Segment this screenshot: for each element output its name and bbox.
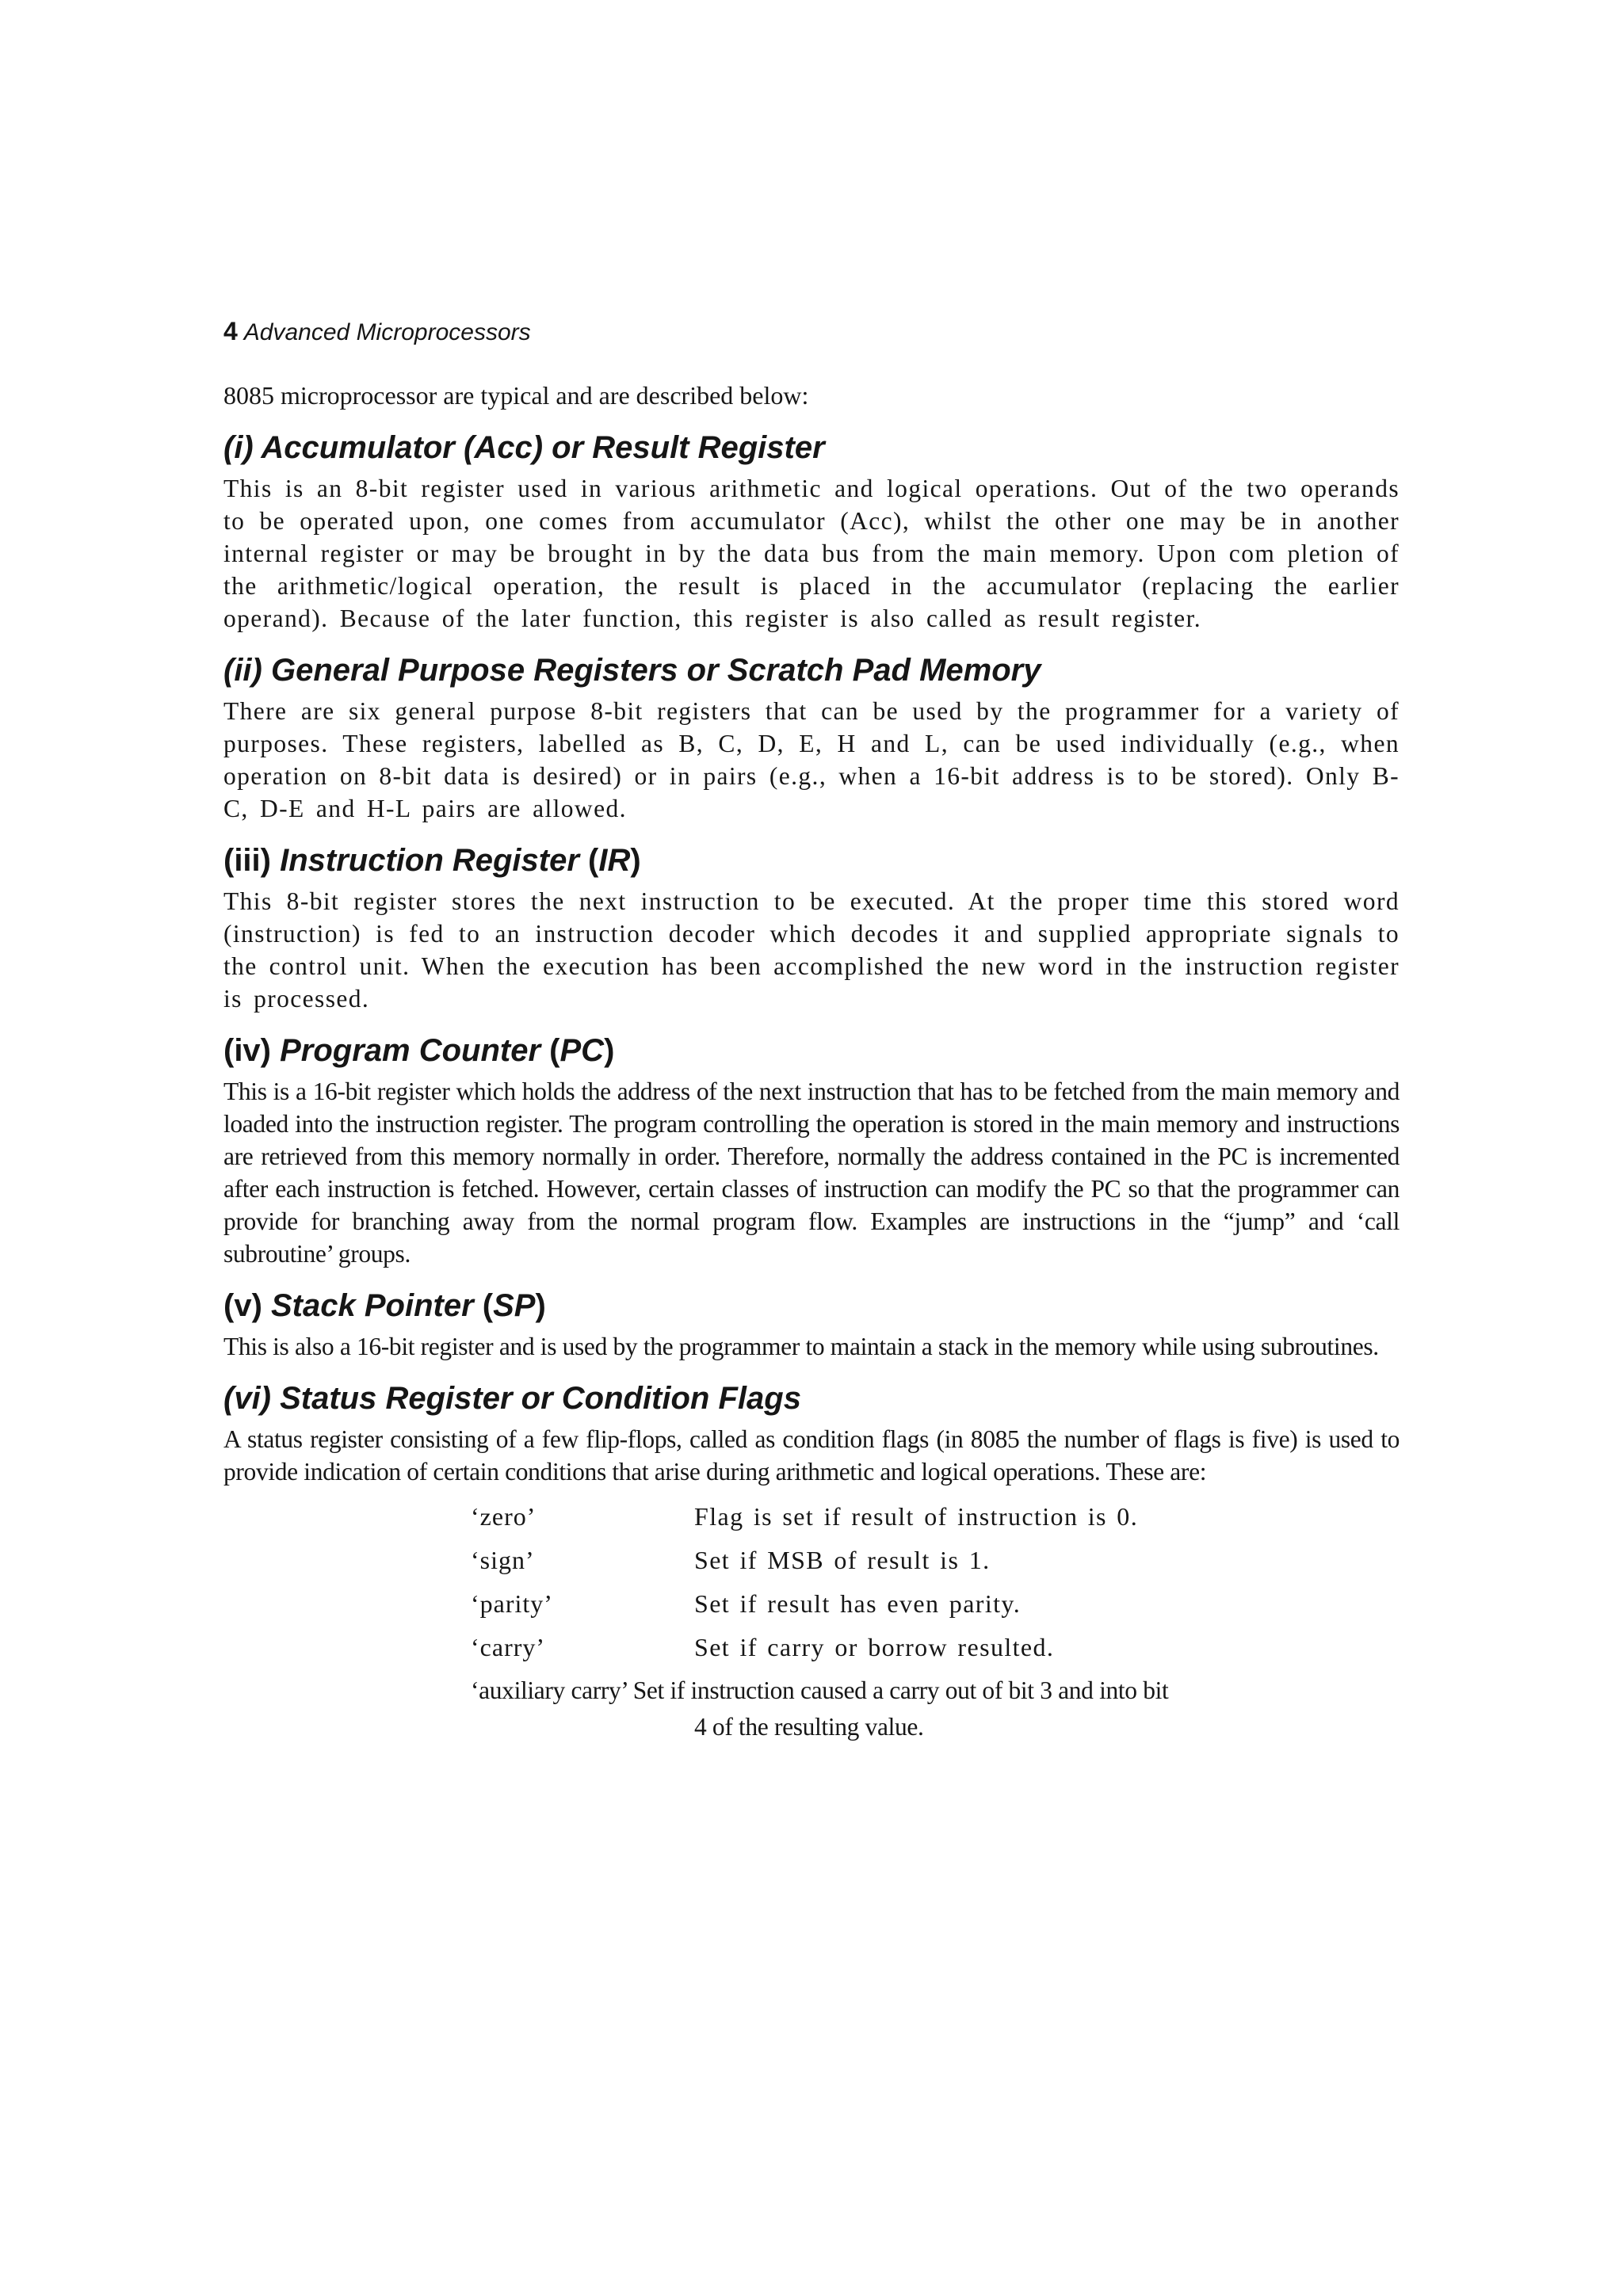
flag-name: ‘carry’ <box>471 1633 546 1661</box>
heading-instruction-register <box>223 841 1400 880</box>
instruction-register-paragraph: This 8-bit register stores the next instruction to be executed. At the proper time this stored word (instruction) is fed to an instruction decoder which decodes it and supplied appropriate signals to the control unit. When the execution has been accomplished the new word in the instruction register is processed. <box>223 887 1400 1013</box>
heading-status-register-text: (vi) Status Register or Condition Flags <box>223 1381 801 1416</box>
heading-instruction-register-num: (iii) <box>223 843 281 878</box>
auxiliary-carry-continuation: 4 of the resulting value. <box>694 1713 924 1741</box>
flag-row-sign <box>223 1543 1400 1586</box>
heading-instruction-register-open: ( <box>579 843 599 878</box>
heading-instruction-register-close: ) <box>630 843 641 878</box>
heading-status-register <box>223 1379 1400 1418</box>
flag-description: Set if result has even parity. <box>694 1589 1022 1618</box>
flag-description: Flag is set if result of instruction is 0. <box>694 1502 1139 1531</box>
heading-program-counter-abbr: PC <box>559 1033 605 1068</box>
heading-stack-pointer-close: ) <box>535 1288 546 1323</box>
flag-description: Set if carry or borrow resulted. <box>694 1633 1055 1661</box>
heading-accumulator-suffix: ) or Result Register <box>532 430 825 465</box>
flag-name: ‘zero’ <box>471 1502 537 1531</box>
heading-stack-pointer-num: (v) <box>223 1288 271 1323</box>
flag-row-auxiliary-carry <box>223 1676 1400 1751</box>
flag-row-parity <box>223 1586 1400 1630</box>
accumulator-paragraph: This is an 8-bit register used in various arithmetic and logical operations. Out of the two operands to be operated upon, one comes from accumulator (Acc), whilst the other one may be in another internal register or may be brought in by the data bus from the main memory. Upon com pletion of the arithmetic/logical operation, the result is placed in the accumulator (replacing the earlier operand). Because of the later function, this register is also called as result register. <box>223 475 1400 632</box>
status-register-paragraph: A status register consisting of a few flip-flops, called as condition flags (in 8085 the number of flags is five) is used to provide indication of certain conditions that arise during arithmetic and logical operations. These are: <box>223 1425 1400 1486</box>
condition-flags-list <box>223 1499 1400 1751</box>
flag-row-carry <box>223 1630 1400 1673</box>
program-counter-paragraph: This is a 16-bit register which holds the address of the next instruction that has to be fetched from the main memory and loaded into the instruction register. The program controlling the operation is stored in the main memory and instructions are retrieved from this memory normally in order. Therefore, normally the address contained in the PC is incremented after each instruction is fetched. However, certain classes of instruction can modify the PC so that the programmer can provide for branching away from the normal program flow. Examples are instructions in the “jump” and ‘call subroutine’ groups. <box>223 1077 1400 1268</box>
book-title: Advanced Microprocessors <box>243 319 531 345</box>
general-purpose-registers-paragraph: There are six general purpose 8-bit registers that can be used by the programmer for a variety of purposes. These registers, labelled as B, C, D, E, H and L, can be used individually (e.g., when operation on 8-bit data is desired) or in pairs (e.g., when a 16-bit address is to be stored). Only B-C, D-E and H-L pairs are allowed. <box>223 697 1400 822</box>
heading-accumulator <box>223 428 1400 467</box>
running-head <box>223 315 531 349</box>
heading-general-purpose-registers-text: (ii) General Purpose Registers or Scratch Pad Memory <box>223 653 1041 688</box>
stack-pointer-paragraph: This is also a 16-bit register and is used by the programmer to maintain a stack in the memory while using subroutines. <box>223 1333 1379 1360</box>
heading-stack-pointer <box>223 1286 1400 1325</box>
heading-stack-pointer-open: ( <box>473 1288 494 1323</box>
heading-program-counter-open: ( <box>540 1033 560 1068</box>
flag-description: Set if MSB of result is 1. <box>694 1546 991 1574</box>
page-number: 4 <box>223 317 238 345</box>
flag-name: ‘parity’ <box>471 1589 553 1618</box>
flag-name: ‘sign’ <box>471 1546 535 1574</box>
flag-row-zero <box>223 1499 1400 1543</box>
heading-program-counter <box>223 1031 1400 1070</box>
heading-stack-pointer-name: Stack Pointer <box>271 1288 474 1323</box>
intro-line: 8085 microprocessor are typical and are described below: <box>223 381 809 410</box>
heading-instruction-register-abbr: IR <box>598 843 631 878</box>
heading-accumulator-prefix: (i) Accumulator ( <box>223 430 475 465</box>
auxiliary-carry-line: ‘auxiliary carry’ Set if instruction caused a carry out of bit 3 and into bit <box>471 1676 1169 1704</box>
heading-instruction-register-name: Instruction Register <box>280 843 579 878</box>
page-content <box>223 379 1400 1751</box>
heading-program-counter-close: ) <box>604 1033 615 1068</box>
heading-general-purpose-registers <box>223 650 1400 690</box>
heading-stack-pointer-abbr: SP <box>493 1288 536 1323</box>
heading-program-counter-num: (iv) <box>223 1033 281 1068</box>
heading-accumulator-abbr: Acc <box>474 430 533 465</box>
heading-program-counter-name: Program Counter <box>280 1033 541 1068</box>
